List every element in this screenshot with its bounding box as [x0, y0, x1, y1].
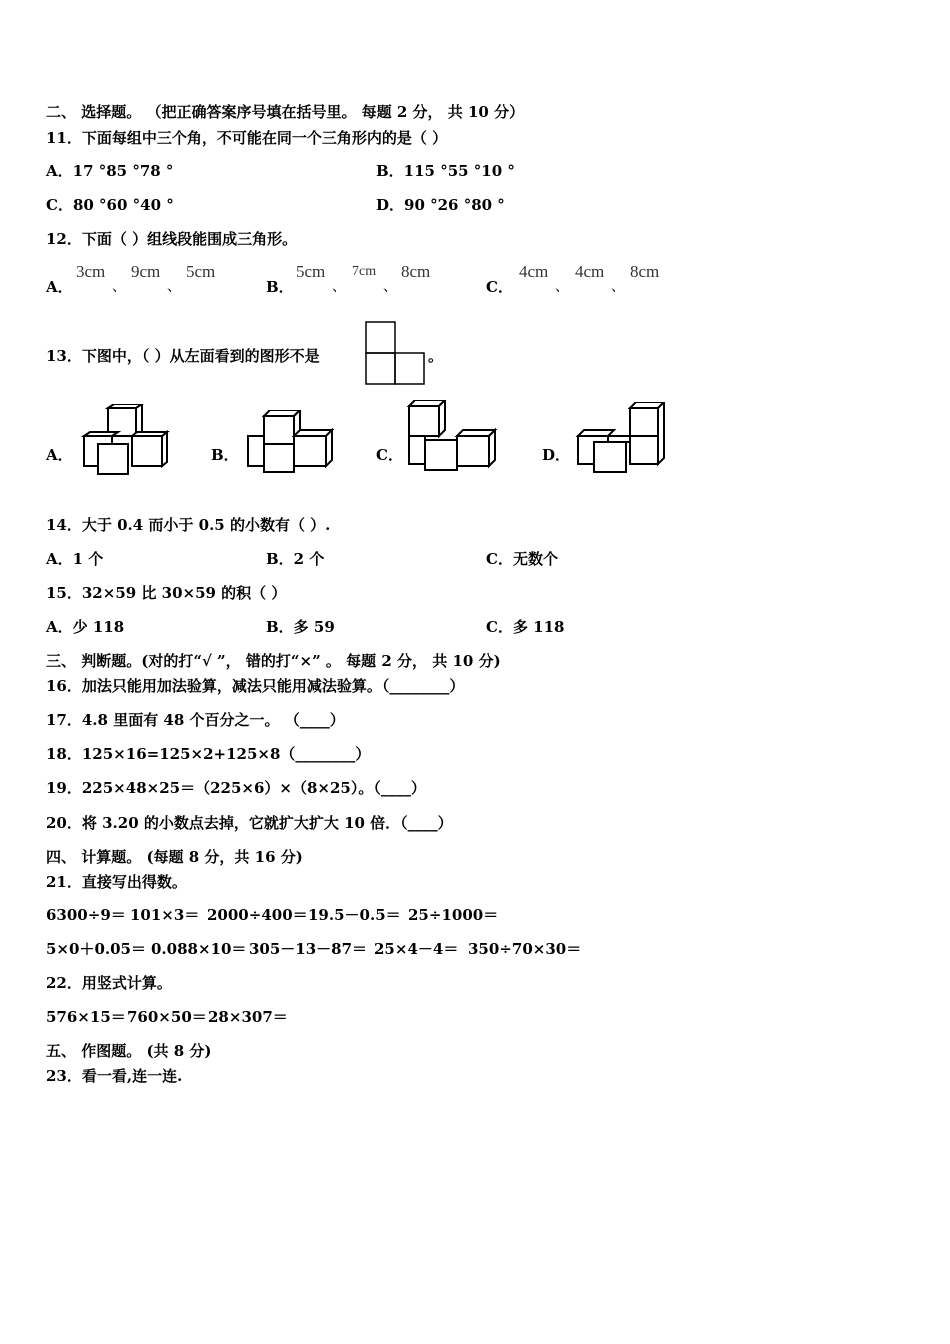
q12-c-sep-2: 、 [611, 279, 625, 295]
q13-option-d-label: D． [542, 446, 571, 464]
q14-option-b: B．2 个 [266, 550, 325, 568]
q13-stem: 13．下图中，（ ）从左面看到的图形不是 [46, 347, 320, 365]
q21-row2-item: 305－13－87＝ [249, 940, 368, 958]
q21-row2-item: 25×4－4＝ [374, 940, 459, 958]
q22-stem: 22．用竖式计算。 [46, 974, 172, 992]
q18: 18．125×16=125×2+125×8（________） [46, 745, 371, 763]
q22-item: 576×15＝ [46, 1008, 126, 1026]
q21-row1-item: 101×3＝ [130, 906, 200, 924]
q13-option-c-label: C． [376, 446, 403, 464]
section-5-title: 五、 作图题。 (共 8 分) [46, 1042, 212, 1060]
q22-item: 28×307＝ [208, 1008, 288, 1026]
q23: 23．看一看,连一连. [46, 1067, 183, 1085]
q12-b-sep-1: 、 [332, 279, 346, 295]
q11-option-d: D．90 °26 °80 ° [376, 196, 505, 214]
q12-a-segment-2: 9cm [131, 262, 161, 281]
q12-a-segment-3: 5cm [186, 262, 216, 281]
q12-b-segment-1: 5cm [296, 262, 326, 281]
q21-row2-item: 0.088×10＝ [151, 940, 247, 958]
q15-stem: 15．32×59 比 30×59 的积（ ） [46, 584, 287, 602]
q12-b-segment-3: 8cm [401, 262, 431, 281]
q12-c-sep-1: 、 [555, 279, 569, 295]
q21-row1-item: 2000÷400＝ [207, 906, 308, 924]
q11-option-b: B．115 °55 °10 ° [376, 162, 515, 180]
q14-option-c: C．无数个 [486, 550, 558, 568]
q19: 19．225×48×25＝（225×6）×（8×25）。（____） [46, 779, 426, 797]
q12-option-b-label: B． [266, 278, 294, 296]
q12-b-sep-2: 、 [383, 279, 397, 295]
q12-b-segment-2: 7cm [352, 264, 377, 279]
q15-option-b: B．多 59 [266, 618, 335, 636]
q13-stem-end: 。 [428, 347, 444, 365]
q21-row1-item: 6300÷9＝ [46, 906, 126, 924]
q12-option-a-label: A． [46, 278, 73, 296]
q15-option-c: C．多 118 [486, 618, 565, 636]
q13-option-a-label: A． [46, 446, 73, 464]
q13-option-a-cubes [80, 404, 170, 476]
q13-option-b-label: B． [211, 446, 239, 464]
q12-c-segment-3: 8cm [630, 262, 660, 281]
section-2-title: 二、 选择题。 （把正确答案序号填在括号里。 每题 2 分， 共 10 分） [46, 103, 525, 121]
q14-option-a: A．1 个 [46, 550, 104, 568]
q12-option-c-label: C． [486, 278, 513, 296]
q21-stem: 21．直接写出得数。 [46, 873, 187, 891]
q11-option-c: C．80 °60 °40 ° [46, 196, 174, 214]
q21-row2-item: 350÷70×30＝ [468, 940, 582, 958]
q12-a-sep-2: 、 [167, 279, 181, 295]
section-3-title: 三、 判断题。(对的打“√ ”， 错的打“×” 。 每题 2 分， 共 10 分) [46, 652, 501, 670]
q22-item: 760×50＝ [127, 1008, 207, 1026]
q12-a-sep-1: 、 [112, 279, 126, 295]
q21-row2-item: 5×0＋0.05＝ [46, 940, 146, 958]
q21-row1-item: 25÷1000＝ [408, 906, 499, 924]
q21-row1-item: 19.5－0.5＝ [308, 906, 401, 924]
q12-c-segment-1: 4cm [519, 262, 549, 281]
section-4-title: 四、 计算题。 (每题 8 分，共 16 分) [46, 848, 303, 866]
q13-option-d-cubes [574, 402, 668, 474]
q14-stem: 14．大于 0.4 而小于 0.5 的小数有（ ）. [46, 516, 331, 534]
q11-stem: 11．下面每组中三个角，不可能在同一个三角形内的是（ ） [46, 129, 448, 147]
q13-option-b-cubes [244, 410, 336, 476]
q15-option-a: A．少 118 [46, 618, 125, 636]
q12-stem: 12．下面（ ）组线段能围成三角形。 [46, 230, 298, 248]
q13-option-c-cubes [405, 400, 499, 472]
q13-left-view-figure [364, 320, 426, 386]
q11-option-a: A．17 °85 °78 ° [46, 162, 174, 180]
q12-a-segment-1: 3cm [76, 262, 106, 281]
q17: 17．4.8 里面有 48 个百分之一。 （____） [46, 711, 345, 729]
q16: 16．加法只能用加法验算，减法只能用减法验算。（________） [46, 677, 465, 695]
q12-c-segment-2: 4cm [575, 262, 605, 281]
q20: 20．将 3.20 的小数点去掉，它就扩大扩大 10 倍．（____） [46, 814, 453, 832]
